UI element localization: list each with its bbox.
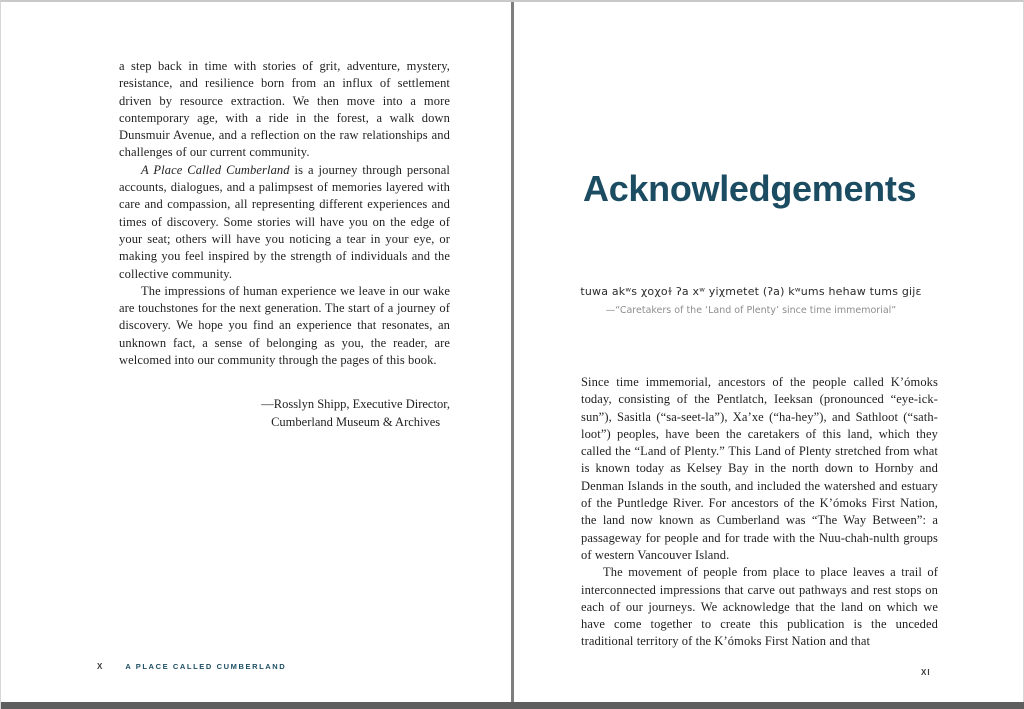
right-page-footer <box>921 662 931 680</box>
page-seam-divider <box>511 2 514 704</box>
paragraph-text: is a journey through personal accounts, dialogues, and a palimpsest of memories layered with care and compassion, all representing different experiences and times of discovery. Some stories will have you on the edge of your seat; others will have you noticing a tear in your eye, or making you feel inspired by the strength of individuals and the collective community. <box>119 162 450 281</box>
chapter-heading: Acknowledgements <box>583 168 917 209</box>
epigraph-translation-line: —“Caretakers of the ‘Land of Plenty’ since time immemorial” <box>605 305 897 316</box>
right-body-text <box>581 374 938 651</box>
signature-lines <box>261 395 450 431</box>
epigraph-native-language-line: tuwa akʷs χoχoɫ ʔa xʷ yiχmetet (ʔa) kʷums hehaw tums gijɛ <box>580 285 922 298</box>
paragraph: The movement of people from place to place leaves a trail of interconnected impressions that carve out pathways and rest stops on each of our journeys. We acknowledge that the land on which we have come together to create this publication is the unceded traditional territory of the K’ómoks First Nation and that <box>581 565 938 649</box>
page-number-right: XI <box>921 668 931 677</box>
left-body-text <box>119 58 450 431</box>
bottom-edge-bar <box>1 702 1024 709</box>
left-page-footer <box>97 662 286 671</box>
signature-line-1: —Rosslyn Shipp, Executive Director, <box>261 397 450 412</box>
epigraph-block <box>556 285 946 316</box>
paragraph: The impressions of human experience we leave in our wake are touchstones for the next generation. The start of a journey of discovery. We hope you find an experience that resonates, an unknown fact, a sense of belonging as you, the reader, are welcomed into our community through the pages of this book. <box>119 283 450 368</box>
signature-block <box>119 395 450 431</box>
page-number-left: X <box>97 662 104 671</box>
paragraph: Since time immemorial, ancestors of the people called K’ómoks today, consisting of the Pentlatch, Ieeksan (pronounced “eye-ick-sun”), Sasitla (“sa-seet-la”), Xa’xe (“ha-hey”), and Sathloot (“sath-loot”) peoples, have been the caretakers of this land, which they called the “Land of Plenty.” This Land of Plenty stretched from what is known today as Kelsey Bay in the north down to Hornby and Denman Islands in the south, and included the watershed and estuary of the Puntledge River. For ancestors of the K’ómoks First Nation, the land now known as Cumberland was “The Way Between”: a passageway for people and for trade with the Nuu-chah-nulth groups of western Vancouver Island. <box>581 375 938 562</box>
running-footer-book-title: A PLACE CALLED CUMBERLAND <box>125 662 287 671</box>
paragraph: a step back in time with stories of grit, adventure, mystery, resistance, and resilience born from an influx of settlement driven by resource extraction. We then move into a more contemporary age, with a ride in the forest, a walk down Dunsmuir Avenue, and a reflection on the raw relationships and challenges of our current community. <box>119 59 450 160</box>
signature-line-2: Cumberland Museum & Archives <box>271 415 441 430</box>
paragraph <box>119 162 450 283</box>
book-title-italic: A Place Called Cumberland <box>141 162 290 177</box>
